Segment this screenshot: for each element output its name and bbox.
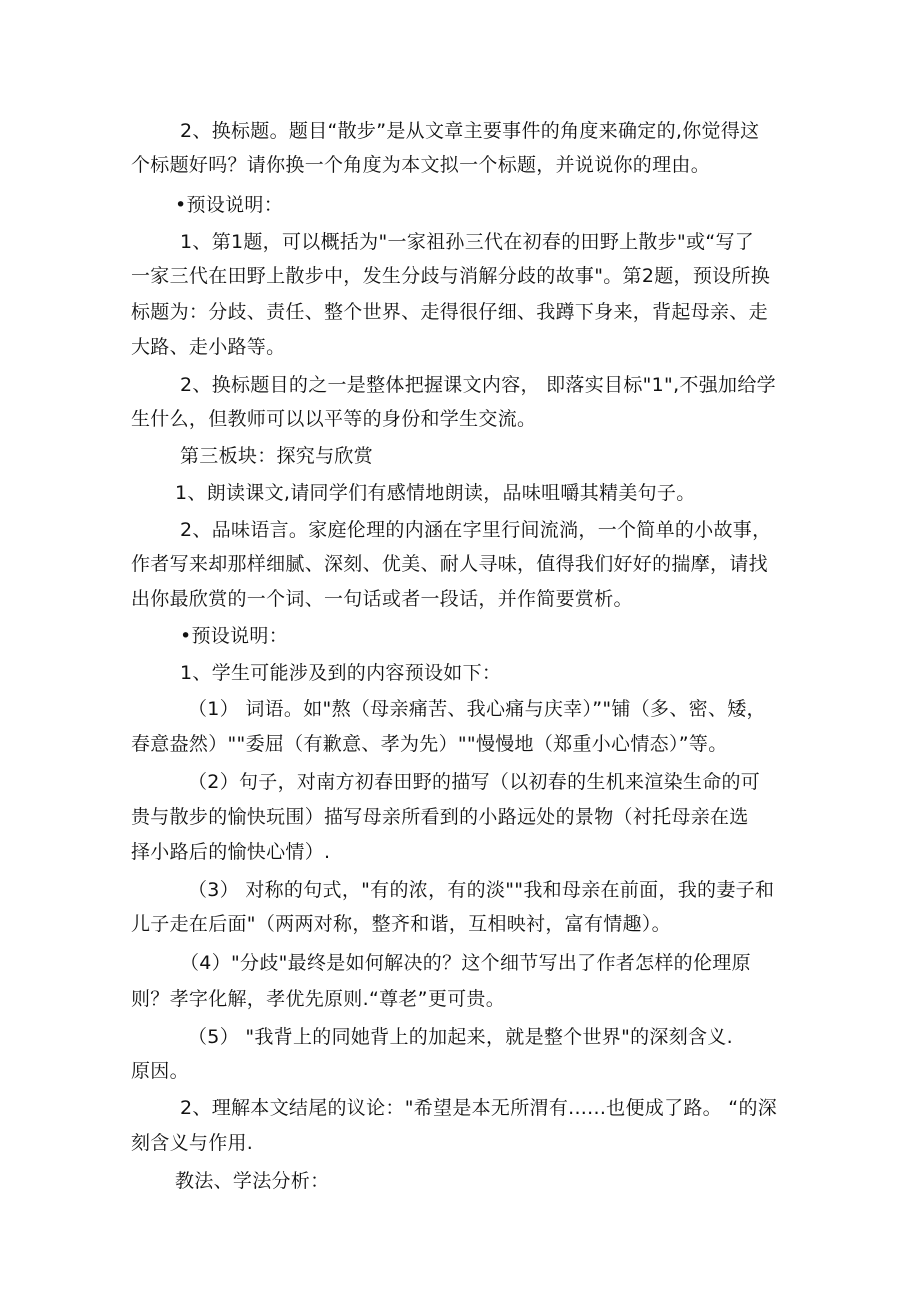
section-heading: 教法、学法分析： bbox=[175, 1170, 330, 1192]
section-heading: 第三板块：探究与欣赏 bbox=[180, 445, 374, 467]
text-line: （1） 词语。如"熬（母亲痛苦、我心痛与庆幸）”"铺（多、密、矮， bbox=[188, 698, 766, 720]
text-line: 原因。 bbox=[131, 1060, 189, 1082]
text-line: 2、品味语言。家庭伦理的内涵在字里行间流淌，一个简单的小故事， bbox=[180, 519, 772, 541]
text-line: 儿子走在后面"（两两对称，整齐和谐，互相映衬，富有情趣）。 bbox=[131, 913, 671, 935]
text-line: 刻含义与作用. bbox=[131, 1132, 254, 1154]
text-line: （4）"分歧"最终是如何解决的？这个细节写出了作者怎样的伦理原 bbox=[180, 952, 751, 974]
text-line: 1、学生可能涉及到的内容预设如下： bbox=[180, 662, 502, 684]
text-line: 大路、走小路等。 bbox=[131, 336, 286, 358]
text-line: （5） "我背上的同她背上的加起来，就是整个世界"的深刻含义. bbox=[188, 1026, 733, 1048]
text-line: 作者写来却那样细腻、深刻、优美、耐人寻味，值得我们好好的揣摩，请找 bbox=[131, 553, 768, 575]
text-line: 2、理解本文结尾的议论："希望是本无所渭有......也便成了路。 “的深 bbox=[180, 1097, 778, 1119]
text-line: 标题为：分歧、责任、整个世界、走得很仔细、我蹲下身来，背起母亲、走 bbox=[131, 301, 768, 323]
text-line: 2、换标题目的之一是整体把握课文内容， 即落实目标"1",不强加给学 bbox=[180, 374, 776, 396]
text-line: 贵与散步的愉快玩围）描写母亲所看到的小路远处的景物（衬托母亲在选 bbox=[131, 806, 749, 828]
text-line: 1、朗读课文,请同学们有感情地朗读，品味咀嚼其精美句子。 bbox=[175, 482, 696, 504]
text-line: 一家三代在田野上散步中，发生分歧与消解分歧的故事"。第2题，预设所换 bbox=[131, 265, 771, 287]
text-line: 出你最欣赏的一个词、一句话或者一段话，并作简要赏析。 bbox=[131, 588, 633, 610]
preset-note-heading: •预设说明： bbox=[175, 194, 284, 216]
text-line: 则？孝字化解，孝优先原则.“尊老”更可贵。 bbox=[131, 988, 506, 1010]
text-line: 春意盎然）""委屈（有歉意、孝为先）""慢慢地（郑重小心情态）”等。 bbox=[131, 733, 728, 755]
text-line: 1、第1题，可以概括为"一家祖孙三代在初春的田野上散步"或“写了 bbox=[180, 231, 755, 253]
text-line: 2、换标题。题目“散步”是从文章主要事件的角度来确定的,你觉得这 bbox=[180, 120, 760, 142]
text-line: （3） 对称的句式，"有的浓，有的淡""我和母亲在前面，我的妻子和 bbox=[188, 879, 775, 901]
text-line: （2）句子，对南方初春田野的描写（以初春的生机来渲染生命的可 bbox=[188, 771, 761, 793]
preset-note-heading: •预设说明： bbox=[180, 625, 289, 647]
text-line: 生什么，但教师可以以平等的身份和学生交流。 bbox=[131, 408, 537, 430]
text-line: 择小路后的愉快心情）. bbox=[131, 841, 331, 863]
text-line: 个标题好吗？请你换一个角度为本文拟一个标题，并说说你的理由。 bbox=[131, 154, 711, 176]
